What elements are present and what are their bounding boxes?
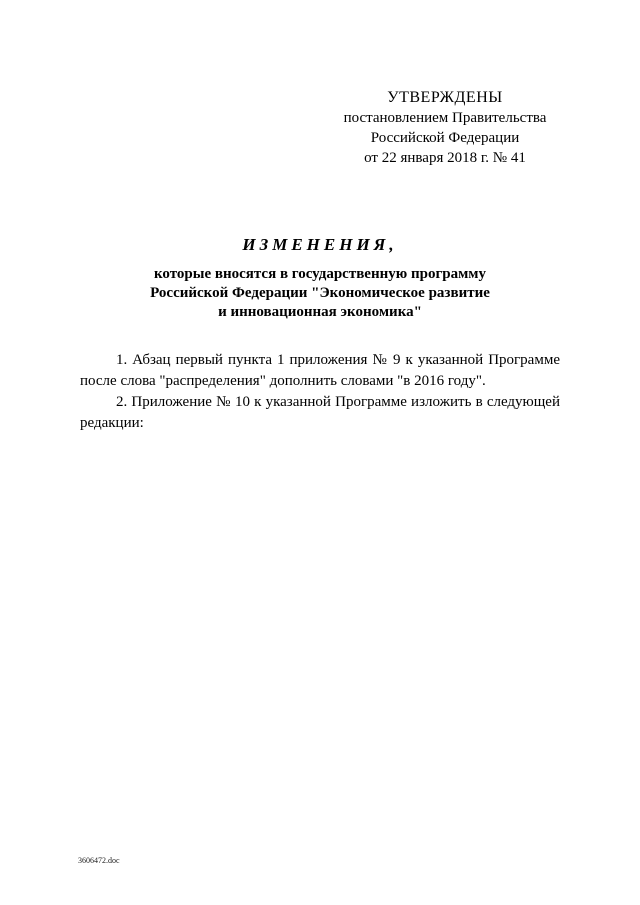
document-title: ИЗМЕНЕНИЯ,: [242, 235, 398, 254]
approval-title: УТВЕРЖДЕНЫ: [387, 89, 503, 106]
approval-line-1: постановлением Правительства: [343, 110, 547, 126]
document-file-code: 3606472.doc: [78, 856, 120, 865]
subtitle-line-1: которые вносятся в государственную программу: [153, 266, 487, 282]
paragraph-2: 2. Приложение № 10 к указанной Программе изложить в следующей редакции:: [80, 394, 560, 431]
document-body: [80, 350, 560, 434]
approval-line-2: Российской Федерации: [370, 130, 520, 146]
subtitle-line-3: и инновационная экономика": [218, 304, 422, 320]
paragraph-1: 1. Абзац первый пункта 1 приложения № 9 к указанной Программе после слова "распределения" дополнить словами "в 2016 году".: [80, 352, 560, 389]
document-heading: [80, 235, 560, 322]
approval-line-3: от 22 января 2018 г. № 41: [364, 150, 526, 166]
subtitle-line-2: Российской Федерации "Экономическое развитие: [150, 285, 490, 301]
approval-block: [330, 88, 560, 168]
